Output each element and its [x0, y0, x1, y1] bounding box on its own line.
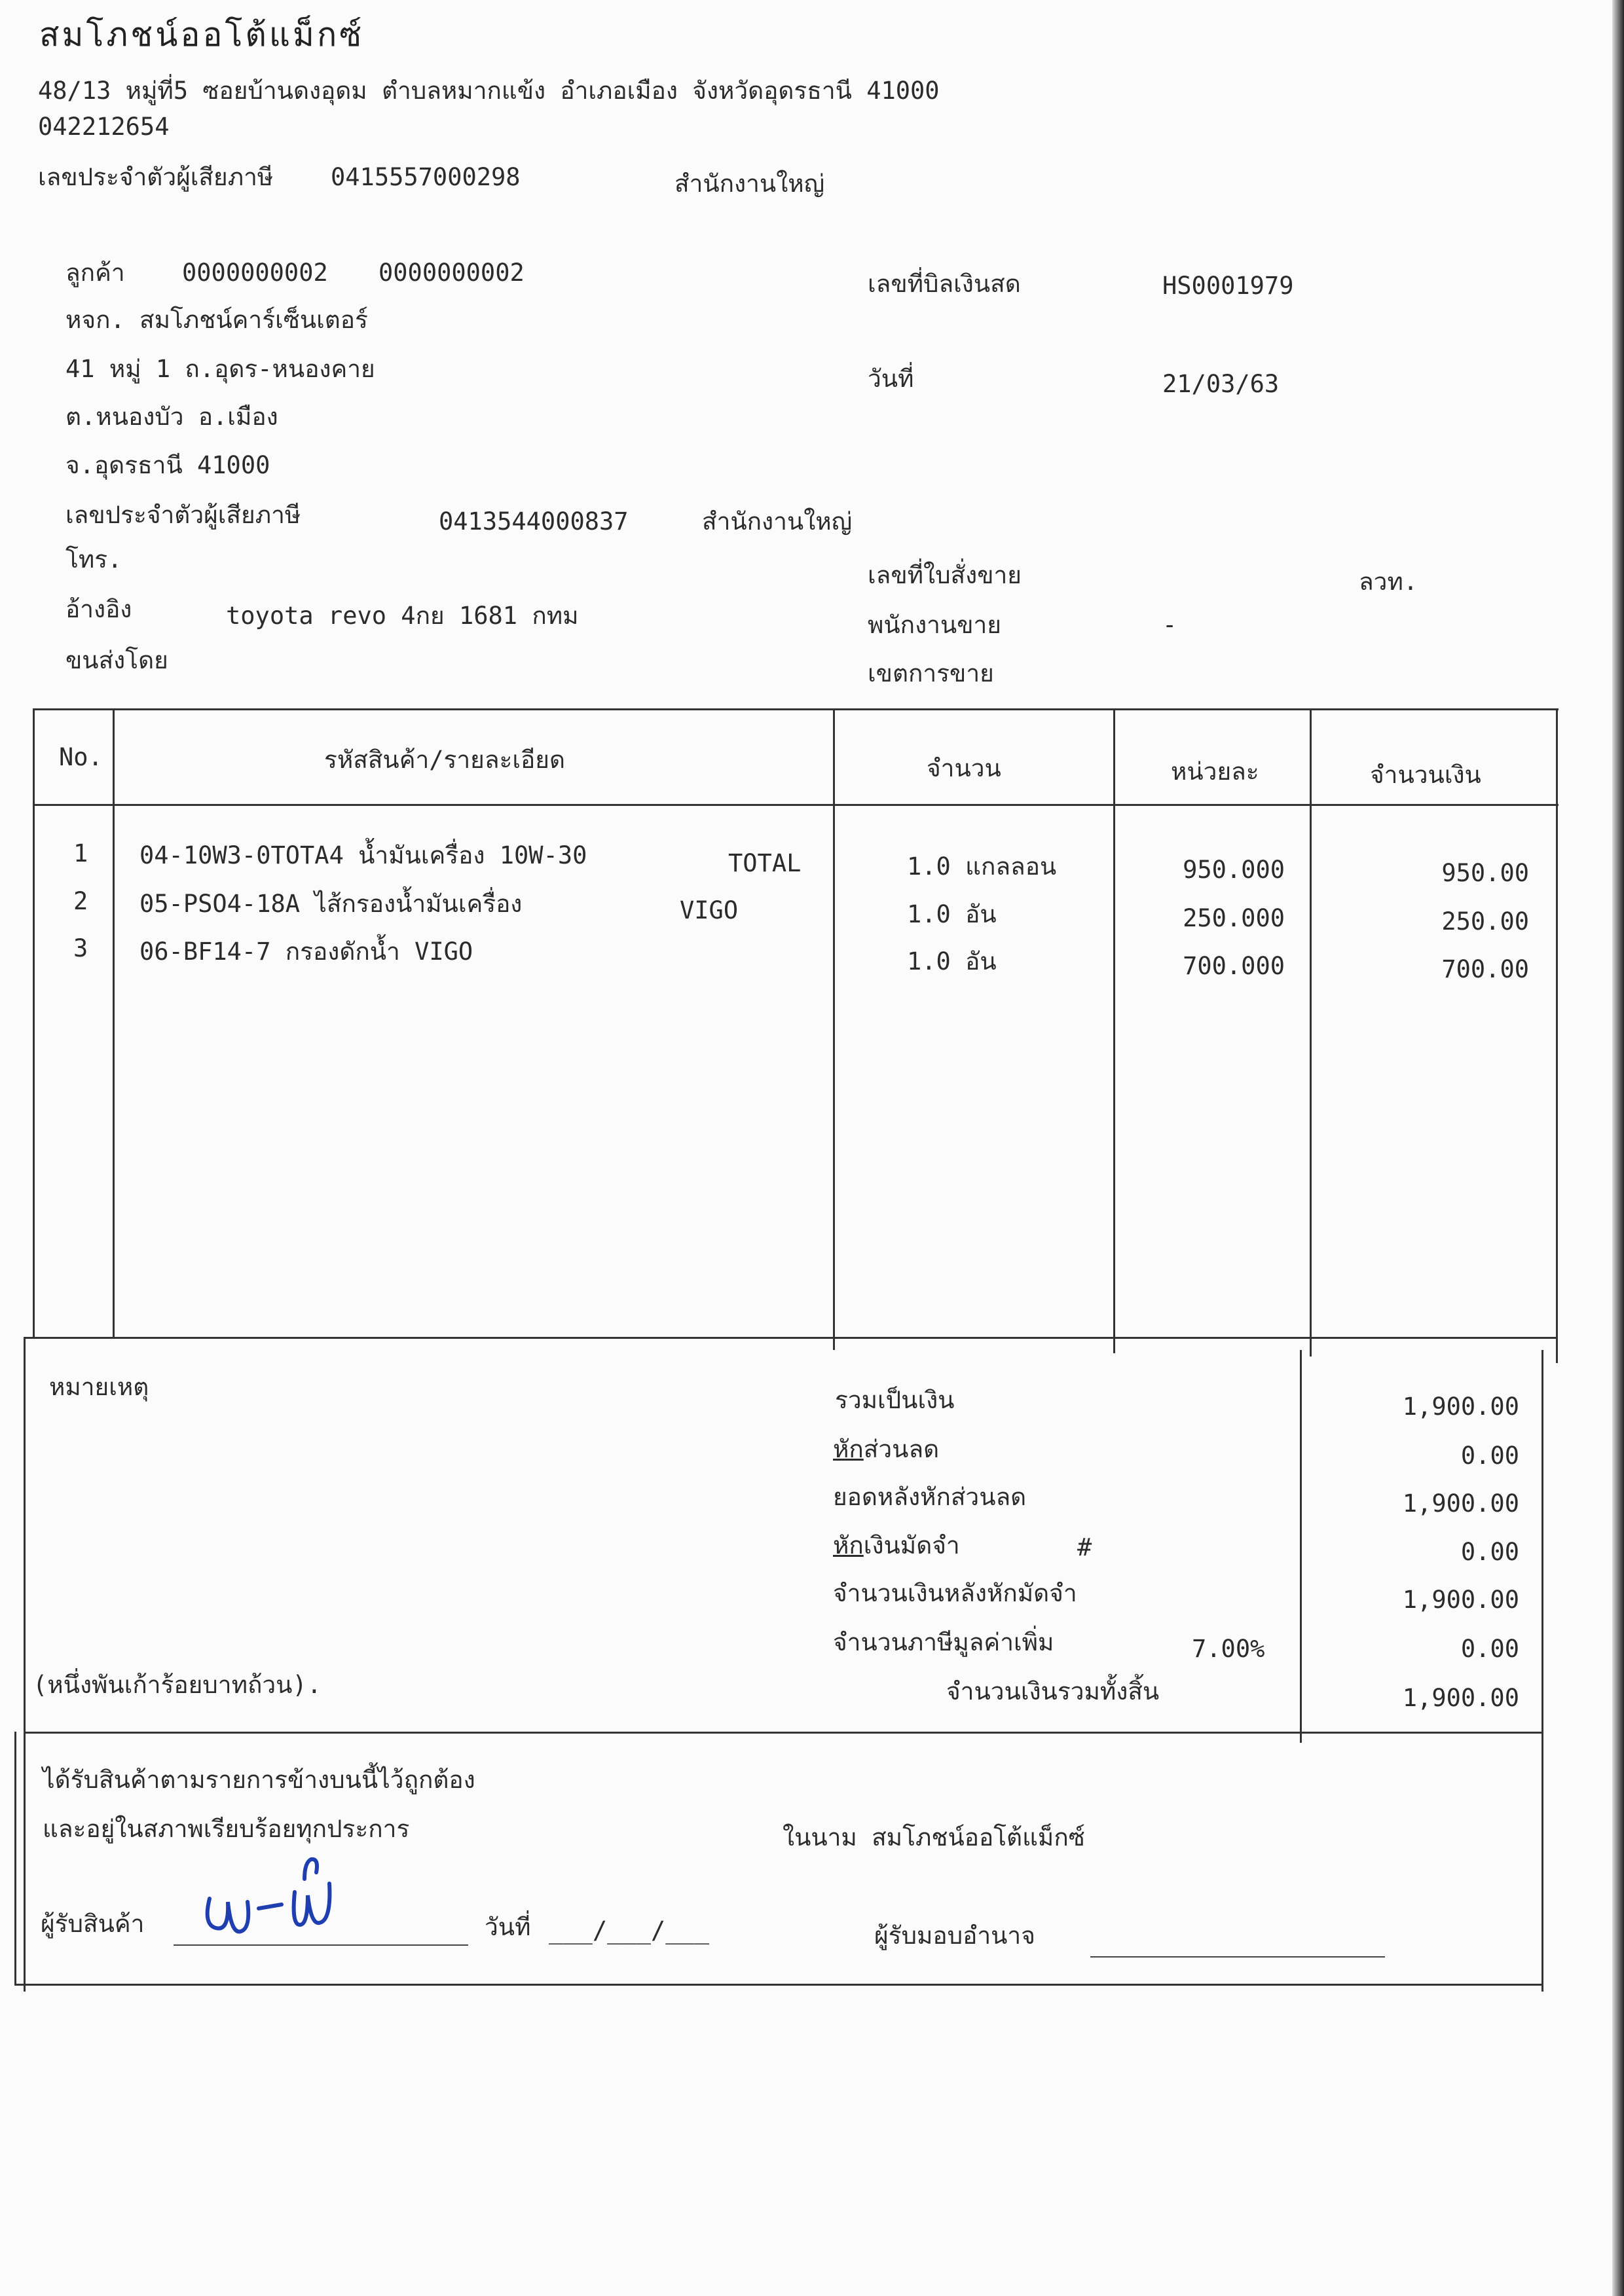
- customer-phone-label: โทร.: [65, 545, 122, 574]
- scan-edge: [1612, 0, 1624, 2296]
- customer-name: หจก. สมโภชน์คาร์เซ็นเตอร์: [65, 306, 368, 334]
- table-right-border: [1556, 708, 1558, 1363]
- footer-bottom-border: [16, 1984, 1543, 1986]
- customer-code-2: 0000000002: [378, 259, 525, 287]
- header-amount: จำนวนเงิน: [1370, 761, 1481, 789]
- discount-label: [833, 1437, 939, 1461]
- vat-label: จำนวนภาษีมูลค่าเพิ่ม: [833, 1628, 1054, 1656]
- col-divider-no: [113, 708, 115, 1337]
- sales-order-extra: ลวท.: [1359, 568, 1418, 596]
- authorized-signature-line: [1090, 1956, 1385, 1958]
- customer-tax-id: 0413544000837: [439, 507, 629, 536]
- row-brand: TOTAL: [728, 849, 802, 877]
- row-item: 04-10W3-0TOTA4 น้ำมันเครื่อง 10W-30: [139, 841, 587, 869]
- after-deposit-label: จำนวนเงินหลังหักมัดจำ: [833, 1579, 1077, 1607]
- company-address: 48/13 หมู่ที่5 ซอยบ้านดงอุดม ตำบลหมากแข้ง อำเภอเมือง จังหวัดอุดรธานี 41000: [38, 77, 940, 105]
- received-line1: ได้รับสินค้าตามรายการข้างบนนี้ไว้ถูกต้อง: [43, 1766, 475, 1794]
- table-left-border: [33, 708, 35, 1337]
- customer-address-line2: ต.หนองบัว อ.เมือง: [65, 403, 278, 431]
- company-phone: 042212654: [38, 113, 170, 141]
- receiver-signature: [196, 1853, 354, 1944]
- header-no: No.: [59, 743, 103, 771]
- after-discount: 1,900.00: [1402, 1489, 1519, 1518]
- row-no: 1: [73, 839, 88, 867]
- company-tax-id: 0415557000298: [331, 163, 521, 191]
- row-amount: 250.00: [1441, 907, 1529, 936]
- bill-date: 21/03/63: [1162, 370, 1280, 398]
- customer-branch: สำนักงานใหญ่: [702, 507, 853, 536]
- received-line2: และอยู่ในสภาพเรียบร้อยทุกประการ: [43, 1815, 410, 1843]
- row-unit-price: 700.000: [1183, 952, 1285, 980]
- after-discount-label: ยอดหลังหักส่วนลด: [833, 1483, 1027, 1511]
- company-tax-id-label: เลขประจำตัวผู้เสียภาษี: [38, 163, 274, 191]
- subtotal-label: รวมเป็นเงิน: [835, 1386, 955, 1414]
- shipped-by-label: ขนส่งโดย: [65, 646, 168, 674]
- receiver-label: ผู้รับสินค้า: [41, 1910, 145, 1938]
- on-behalf: ในนาม สมโภชน์ออโต้แม็กซ์: [783, 1823, 1085, 1851]
- deposit: 0.00: [1460, 1538, 1519, 1566]
- row-unit-price: 250.000: [1183, 904, 1285, 932]
- col-divider-price: [1310, 708, 1312, 1357]
- table-header-divider: [34, 804, 1559, 806]
- reference-value: toyota revo 4กย 1681 กทม: [226, 602, 579, 630]
- row-qty: 1.0 อัน: [907, 947, 997, 975]
- row-amount: 700.00: [1441, 955, 1529, 983]
- row-unit-price: 950.000: [1183, 856, 1285, 884]
- table-top-border: [34, 708, 1559, 710]
- footer-left-border: [14, 1732, 16, 1986]
- row-qty: 1.0 แกลลอน: [907, 852, 1057, 881]
- salesperson-label: พนักงานขาย: [868, 611, 1001, 639]
- customer-code: 0000000002: [182, 259, 328, 287]
- col-divider-item: [833, 708, 835, 1350]
- bill-no-label: เลขที่บิลเงินสด: [868, 270, 1021, 298]
- sales-order-label: เลขที่ใบสั่งขาย: [868, 561, 1022, 589]
- receiver-signature-line: [174, 1944, 468, 1946]
- authorized-label: ผู้รับมอบอำนาจ: [874, 1922, 1035, 1950]
- company-branch: สำนักงานใหญ่: [674, 170, 825, 198]
- sales-area-label: เขตการขาย: [868, 659, 994, 687]
- subtotal: 1,900.00: [1402, 1393, 1519, 1421]
- summary-top-border: [25, 1337, 1557, 1339]
- grand-total-label: จำนวนเงินรวมทั้งสิ้น: [946, 1677, 1160, 1705]
- customer-address-line3: จ.อุดรธานี 41000: [65, 451, 270, 479]
- vat-rate: 7.00%: [1192, 1635, 1265, 1663]
- deposit-label-rest: เงินมัดจำ: [863, 1531, 960, 1559]
- grand-total: 1,900.00: [1402, 1684, 1519, 1712]
- col-divider-qty: [1113, 708, 1115, 1353]
- date-label: วันที่: [868, 365, 914, 393]
- reference-label: อ้างอิง: [65, 595, 132, 623]
- row-no: 2: [73, 887, 88, 915]
- amount-in-words: (หนึ่งพันเก้าร้อยบาทถ้วน).: [33, 1671, 322, 1699]
- deposit-label-prefix: หัก: [833, 1531, 864, 1559]
- summary-right-border: [1541, 1350, 1543, 1992]
- bill-no: HS0001979: [1162, 272, 1294, 300]
- summary-bottom-border: [25, 1732, 1543, 1734]
- customer-label: ลูกค้า: [65, 259, 125, 287]
- row-item: 06-BF14-7 กรองดักน้ำ VIGO: [139, 938, 473, 966]
- customer-address-line1: 41 หมู่ 1 ถ.อุดร-หนองคาย: [65, 355, 375, 383]
- header-item: รหัสสินค้า/รายละเอียด: [324, 746, 565, 774]
- vat: 0.00: [1460, 1635, 1519, 1663]
- header-unit-price: หน่วยละ: [1171, 757, 1259, 786]
- discount: 0.00: [1460, 1442, 1519, 1470]
- row-brand: VIGO: [680, 896, 739, 924]
- company-name: สมโภชน์ออโต้แม็กซ์: [39, 16, 365, 54]
- receive-date-blank: ___/___/___: [549, 1916, 710, 1944]
- deposit-hash: #: [1077, 1533, 1092, 1561]
- summary-divider: [1300, 1350, 1302, 1743]
- discount-label-rest: ส่วนลด: [863, 1435, 940, 1463]
- summary-left-border: [24, 1337, 26, 1992]
- row-qty: 1.0 อัน: [907, 900, 997, 928]
- customer-tax-id-label: เลขประจำตัวผู้เสียภาษี: [65, 501, 301, 529]
- header-qty: จำนวน: [927, 754, 1001, 782]
- salesperson: -: [1162, 611, 1177, 639]
- after-deposit: 1,900.00: [1402, 1586, 1519, 1614]
- deposit-label: [833, 1533, 960, 1558]
- row-item: 05-PSO4-18A ไส้กรองน้ำมันเครื่อง: [139, 890, 523, 918]
- row-amount: 950.00: [1441, 859, 1529, 887]
- receive-date-label: วันที่: [485, 1913, 531, 1941]
- discount-label-prefix: หัก: [833, 1435, 864, 1463]
- row-no: 3: [73, 934, 88, 962]
- remark-label: หมายเหตุ: [49, 1373, 149, 1401]
